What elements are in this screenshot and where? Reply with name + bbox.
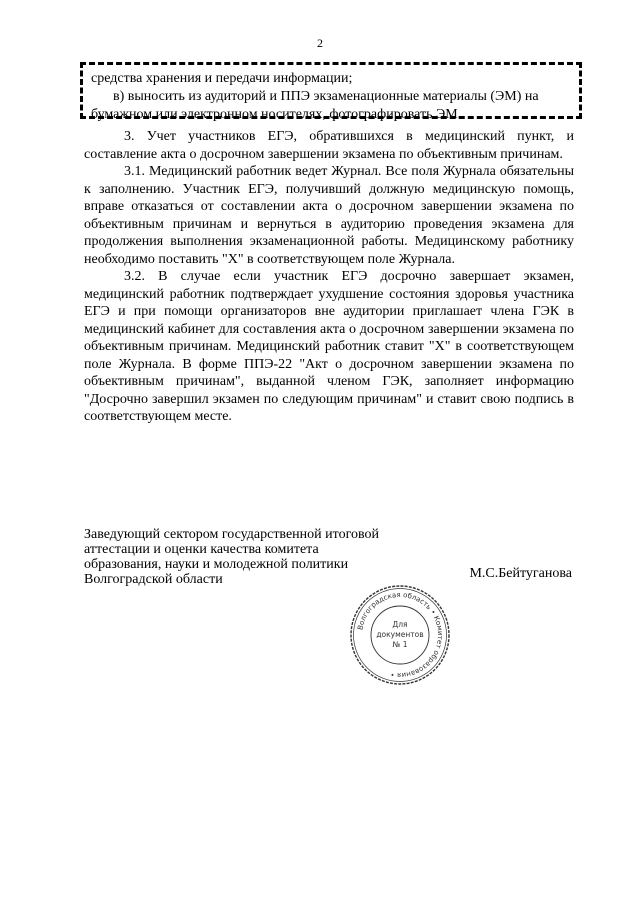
signatory-name: М.С.Бейтуганова (469, 566, 572, 581)
stamp-ring-text: Волгоградская область • Комитет образования • (356, 590, 445, 680)
stamp-center-line-2: документов (376, 630, 424, 639)
document-body (84, 128, 574, 426)
signature-block (84, 527, 574, 587)
stamp-center-line-3: № 1 (392, 640, 408, 649)
page-number: 2 (317, 36, 323, 50)
signatory-position: Заведующий сектором государственной итоговой аттестации и оценки качества комитета образования, науки и молодежной политики Волгоградской области (84, 527, 379, 587)
stamp-center-line-1: Для (392, 620, 408, 629)
highlighted-text-box (80, 62, 582, 122)
box-line-2: в) выносить из аудиторий и ППЭ экзаменационные материалы (ЭМ) на бумажном или электронном носителях, фотографировать ЭМ. (91, 89, 539, 122)
official-stamp (349, 584, 451, 686)
paragraph-3-1: 3.1. Медицинский работник ведет Журнал. Все поля Журнала обязательны к заполнению. Участник ЕГЭ, получивший должную медицинскую помощь, вправе отказаться от составлении акта о досрочном завершении экзамена по объективным причинам и вернуться в аудиторию проведения экзамена для продолжения выполнения экзаменационной работы. Медицинскому работнику необходимо поставить "Х" в соответствующем поле Журнала. (84, 164, 574, 267)
paragraph-3: 3. Учет участников ЕГЭ, обратившихся в медицинский пункт, и составление акта о досрочном завершении экзамена по объективным причинам. (84, 129, 574, 162)
paragraph-3-2: 3.2. В случае если участник ЕГЭ досрочно завершает экзамен, медицинский работник подтверждает ухудшение состояния здоровья участника ЕГЭ и при помощи организаторов вне аудитории приглашает члена ГЭК в медицинский кабинет для составления акта о досрочном завершении экзамена по объективным причинам. Медицинский работник ставит "Х" в соответствующем поле Журнала. В форме ППЭ-22 "Акт о досрочном завершении экзамена по объективным причинам", выданной членом ГЭК, заполняет информацию "Досрочно завершил экзамен по следующим причинам" и ставит свою подпись в соответствующем месте. (84, 269, 574, 424)
box-line-1: средства хранения и передачи информации; (91, 71, 353, 86)
